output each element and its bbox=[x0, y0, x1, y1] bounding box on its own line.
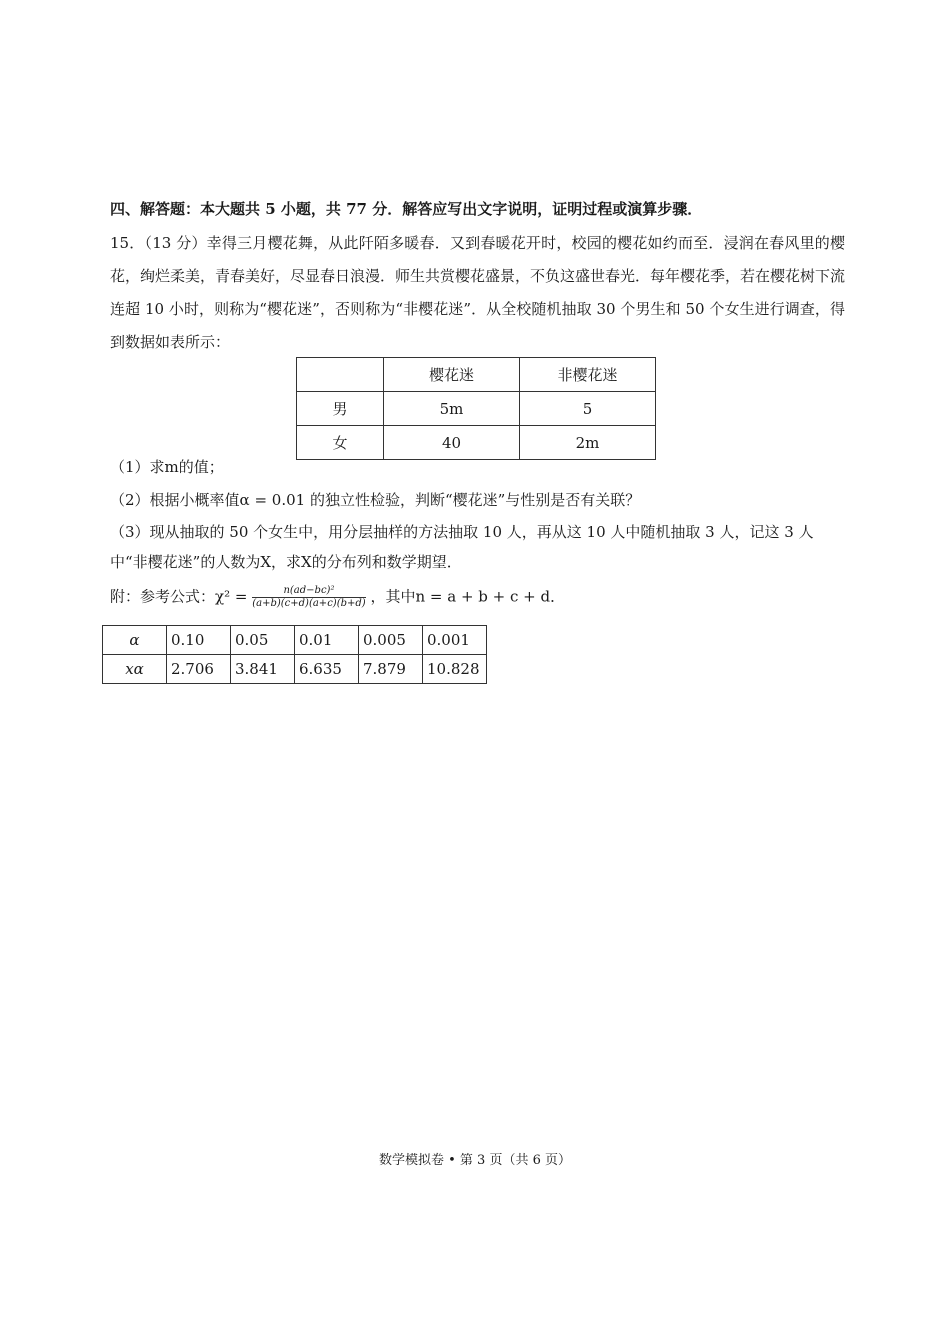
table-cell: 0.10 bbox=[167, 626, 231, 655]
formula-prefix: 附：参考公式：χ² = bbox=[110, 587, 253, 606]
table-row bbox=[297, 358, 656, 392]
table-header: 樱花迷 bbox=[384, 358, 520, 392]
formula-denominator: (a+b)(c+d)(a+c)(b+d) bbox=[252, 598, 366, 609]
question-3-line-2: 中“非樱花迷”的人数为X，求X的分布列和数学期望． bbox=[110, 553, 462, 571]
table-cell: 5 bbox=[520, 392, 656, 426]
table-cell: 3.841 bbox=[231, 655, 295, 684]
table-cell: 0.05 bbox=[231, 626, 295, 655]
page-footer: 数学模拟卷 • 第 3 页（共 6 页） bbox=[378, 1153, 571, 1168]
table-cell: xα bbox=[103, 655, 167, 684]
table-header: 非樱花迷 bbox=[520, 358, 656, 392]
section-title: 四、解答题：本大题共 5 小题，共 77 分．解答应写出文字说明，证明过程或演算步骤． bbox=[110, 200, 703, 218]
reference-formula bbox=[110, 585, 565, 610]
table-cell: 女 bbox=[297, 426, 384, 460]
table-cell: 2m bbox=[520, 426, 656, 460]
table-cell: 0.001 bbox=[423, 626, 487, 655]
question-1: （1）求m的值； bbox=[110, 458, 224, 476]
formula-numerator: n(ad−bc)² bbox=[252, 585, 365, 598]
table-cell bbox=[297, 358, 384, 392]
table-cell: 0.01 bbox=[295, 626, 359, 655]
question-2: （2）根据小概率值α = 0.01 的独立性检验，判断“樱花迷”与性别是否有关联？ bbox=[110, 491, 641, 509]
formula-suffix: ，其中n = a + b + c + d． bbox=[370, 587, 566, 606]
table-cell: 0.005 bbox=[359, 626, 423, 655]
table-cell: α bbox=[103, 626, 167, 655]
table-cell: 40 bbox=[384, 426, 520, 460]
formula-fraction bbox=[252, 585, 365, 610]
table-row bbox=[297, 392, 656, 426]
table-cell: 6.635 bbox=[295, 655, 359, 684]
reference-table bbox=[102, 625, 487, 684]
table-row bbox=[103, 626, 487, 655]
question-3-line-1: （3）现从抽取的 50 个女生中，用分层抽样的方法抽取 10 人，再从这 10 人中随机抽取 3 人，记这 3 人 bbox=[110, 523, 814, 541]
table-cell: 10.828 bbox=[423, 655, 487, 684]
problem-intro: 15．（13 分）幸得三月樱花舞，从此阡陌多暖春．又到春暖花开时，校园的樱花如约而至．浸润在春风里的樱花，绚烂柔美，青春美好，尽显春日浪漫．师生共赏樱花盛景，不负这盛世春光．每年樱花季，若在樱花树下流连超 10 小时，则称为“樱花迷”，否则称为“非樱花迷”．从全校随机抽取 30 个男生和 50 个女生进行调查，得到数据如表所示： bbox=[110, 234, 846, 351]
table-cell: 男 bbox=[297, 392, 384, 426]
table-cell: 2.706 bbox=[167, 655, 231, 684]
table-cell: 5m bbox=[384, 392, 520, 426]
table-cell: 7.879 bbox=[359, 655, 423, 684]
table-row bbox=[297, 426, 656, 460]
data-table bbox=[296, 357, 656, 460]
table-row bbox=[103, 655, 487, 684]
